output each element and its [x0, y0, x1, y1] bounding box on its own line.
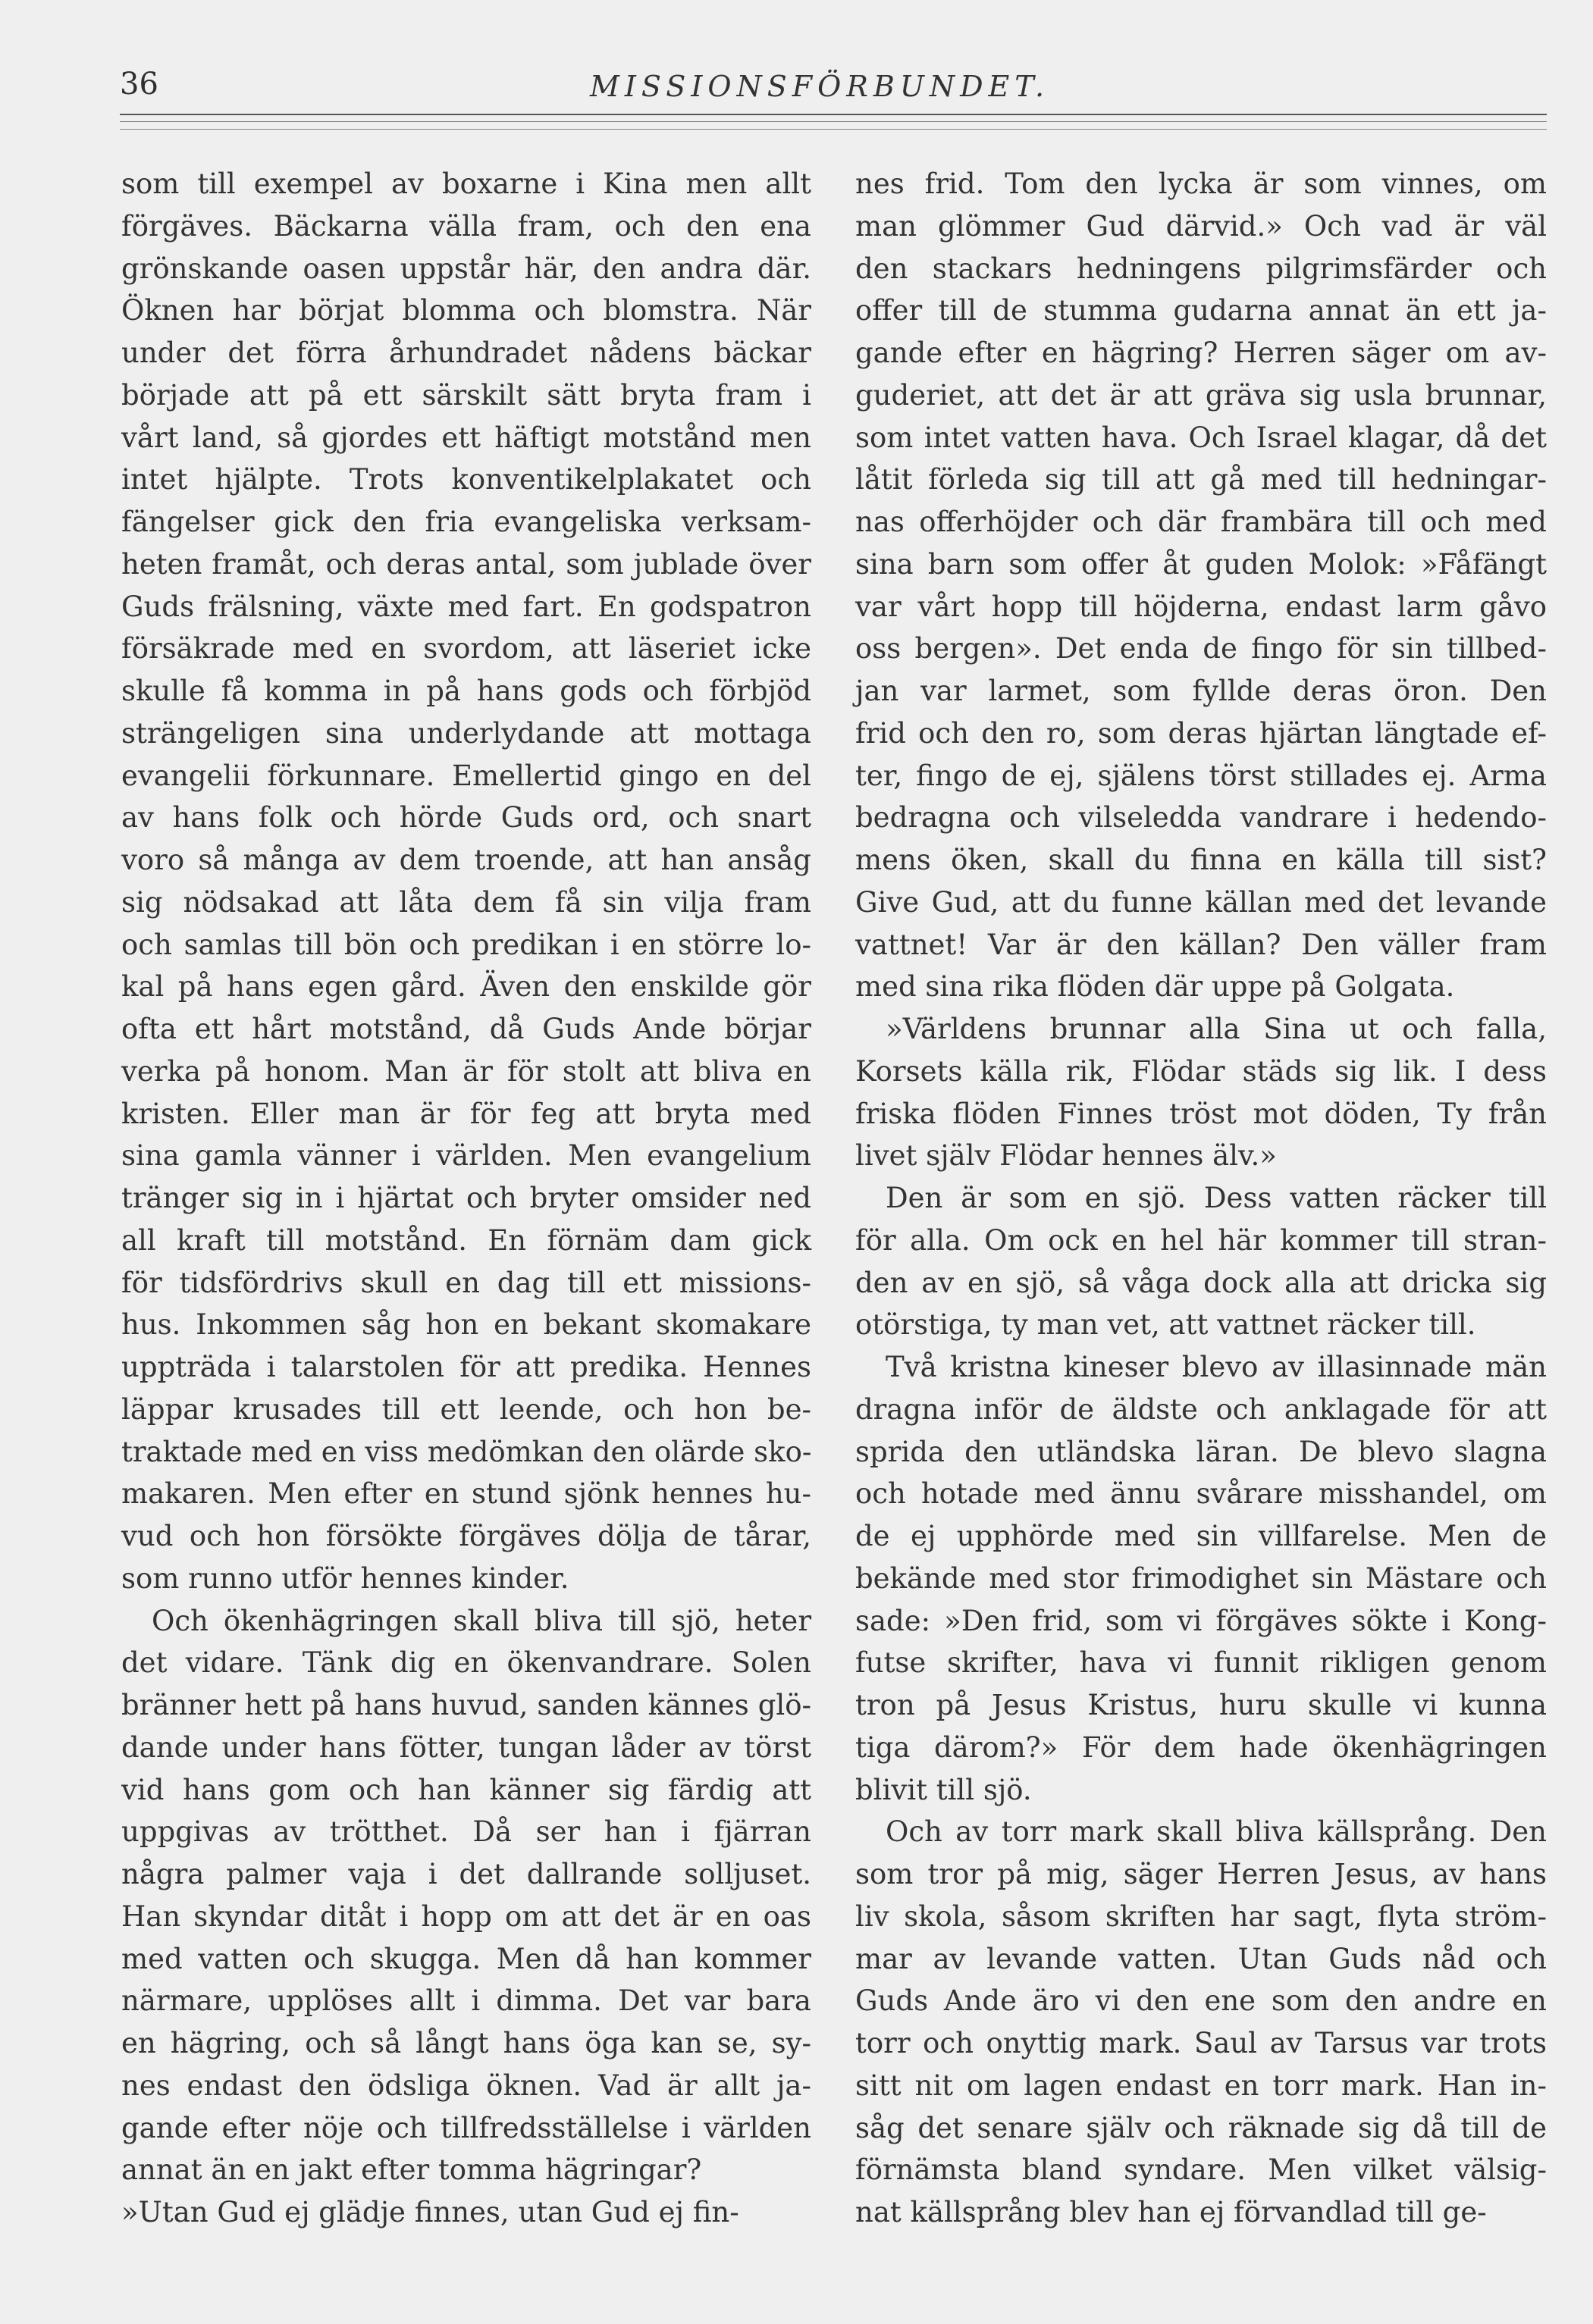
- text-line: bedragna och vilseledda vandrare i hedendo-: [855, 801, 1547, 835]
- header-rule: [120, 121, 1547, 122]
- text-line: och samlas till bön och predikan i en större lo-: [121, 928, 811, 961]
- text-line: för alla. Om ock en hel här kommer till stran-: [855, 1223, 1547, 1257]
- text-line: sitt nit om lagen endast en torr mark. Han in-: [855, 2069, 1547, 2102]
- text-line: Den är som en sjö. Dess vatten räcker till: [886, 1182, 1547, 1214]
- text-line: nas offerhöjder och där frambära till och med: [855, 506, 1547, 538]
- text-line: Guds frälsning, växte med fart. En godspatron: [121, 590, 811, 623]
- text-line: Öknen har börjat blomma och blomstra. När: [121, 294, 811, 327]
- page-number: 36: [120, 67, 158, 102]
- text-line: livet själv Flödar hennes älv.»: [855, 1139, 1277, 1173]
- text-line: som tror på mig, säger Herren Jesus, av hans: [855, 1858, 1547, 1890]
- right-column: [855, 163, 1547, 2234]
- text-line: torr och onyttig mark. Saul av Tarsus var trots: [855, 2027, 1547, 2059]
- text-line: tiga därom?» För dem hade ökenhägringen: [855, 1730, 1547, 1764]
- text-line: läppar krusades till ett leende, och hon be-: [121, 1392, 811, 1426]
- text-line: med sina rika flöden där uppe på Golgata.: [855, 970, 1455, 1004]
- text-line: och hotade med ännu svårare misshandel, om: [855, 1477, 1547, 1511]
- text-line: all kraft till motstånd. En förnäm dam gick: [121, 1223, 811, 1257]
- text-line: började att på ett särskilt sätt bryta fram i: [121, 378, 811, 412]
- text-line: Guds Ande äro vi den ene som den andre en: [855, 1984, 1547, 2018]
- text-line: dragna inför de äldste och anklagade för att: [855, 1392, 1547, 1426]
- text-line: kristen. Eller man är för feg att bryta med: [121, 1097, 811, 1130]
- text-line: nes endast den ödsliga öknen. Vad är allt ja-: [121, 2069, 811, 2102]
- text-line: skulle få komma in på hans gods och förbjöd: [121, 675, 811, 707]
- text-line: med vatten och skugga. Men då han kommer: [121, 1942, 811, 1975]
- text-line: traktade med en viss medömkan den olärde sko-: [121, 1435, 812, 1468]
- text-line: gande efter en hägring? Herren säger om av-: [855, 337, 1547, 369]
- text-line: av hans folk och hörde Guds ord, och snart: [121, 801, 811, 835]
- text-line: som runno utför hennes kinder.: [121, 1561, 569, 1595]
- text-line: vud och hon försökte förgäves dölja de tårar,: [121, 1520, 811, 1552]
- text-line: mens öken, skall du finna en källa till sist?: [855, 844, 1547, 876]
- text-line: för tidsfördrivs skull en dag till ett missions-: [121, 1266, 811, 1299]
- text-line: futse skrifter, hava vi funnit rikligen genom: [855, 1646, 1547, 1680]
- text-line: vid hans gom och han känner sig färdig att: [121, 1773, 811, 1806]
- text-line: förgäves. Bäckarna välla fram, och den ena: [121, 209, 811, 243]
- text-line: frid och den ro, som deras hjärtan längtade ef-: [855, 716, 1547, 750]
- text-line: Give Gud, att du funne källan med det levande: [855, 885, 1547, 919]
- text-line: den stackars hedningens pilgrimsfärder och: [855, 252, 1547, 285]
- text-line: jan var larmet, som fyllde deras öron. Den: [855, 675, 1547, 707]
- text-line: sina barn som offer åt guden Molok: »Fåfängt: [855, 547, 1547, 581]
- text-line: förnämsta bland syndare. Men vilket välsig-: [855, 2153, 1547, 2187]
- left-column: [121, 163, 811, 2234]
- text-line: offer till de stumma gudarna annat än ett ja-: [855, 294, 1547, 327]
- text-line: »Världens brunnar alla Sina ut och falla,: [886, 1013, 1547, 1045]
- text-line: Han skyndar ditåt i hopp om att det är en oas: [121, 1900, 811, 1933]
- text-line: bränner hett på hans huvud, sanden kännes glö-: [121, 1689, 811, 1721]
- text-line: den av en sjö, så våga dock alla att dricka sig: [855, 1266, 1547, 1299]
- text-line: evangelii förkunnare. Emellertid gingo en del: [121, 759, 811, 792]
- text-line: nes frid. Tom den lycka är som vinnes, om: [855, 168, 1547, 200]
- text-line: »Utan Gud ej glädje finnes, utan Gud ej fin-: [121, 2196, 739, 2228]
- text-line: Korsets källa rik, Flödar städs sig lik. I dess: [855, 1054, 1547, 1088]
- text-line: tränger sig in i hjärtat och bryter omsider ned: [121, 1182, 811, 1214]
- text-line: heten framåt, och deras antal, som jublade över: [121, 547, 811, 581]
- text-line: ofta ett hårt motstånd, då Guds Ande börjar: [121, 1013, 811, 1045]
- header-rule: [120, 129, 1547, 130]
- text-line: strängeligen sina underlydande att mottaga: [121, 716, 811, 750]
- text-line: friska flöden Finnes tröst mot döden, Ty från: [855, 1097, 1547, 1130]
- text-line: Och ökenhägringen skall bliva till sjö, heter: [152, 1604, 811, 1637]
- text-line: grönskande oasen uppstår här, den andra där.: [121, 252, 811, 285]
- text-line: vårt land, så gjordes ett häftigt motstånd men: [121, 421, 811, 454]
- text-line: otörstiga, ty man vet, att vattnet räcker till.: [855, 1308, 1476, 1342]
- text-line: nat källsprång blev han ej förvandlad till ge-: [855, 2196, 1487, 2228]
- page-header: [120, 67, 1592, 112]
- text-line: Två kristna kineser blevo av illasinnade män: [886, 1351, 1547, 1383]
- text-line: gande efter nöje och tillfredsställelse i världen: [121, 2111, 811, 2144]
- header-rule: [120, 114, 1547, 115]
- text-line: närmare, upplöses allt i dimma. Det var bara: [121, 1984, 811, 2018]
- text-line: kal på hans egen gård. Även den enskilde gör: [121, 970, 811, 1004]
- text-line: som intet vatten hava. Och Israel klagar, då det: [855, 421, 1547, 454]
- text-line: liv skola, såsom skriften har sagt, flyta ström-: [855, 1900, 1547, 1933]
- text-line: annat än en jakt efter tomma hägringar?: [121, 2153, 702, 2187]
- text-line: hus. Inkommen såg hon en bekant skomakare: [121, 1308, 811, 1342]
- text-line: makaren. Men efter en stund sjönk hennes hu-: [121, 1477, 811, 1511]
- text-line: låtit förleda sig till att gå med till hedningar-: [855, 463, 1547, 496]
- text-line: de ej upphörde med sin villfarelse. Men de: [855, 1520, 1547, 1552]
- text-line: tron på Jesus Kristus, huru skulle vi kunna: [855, 1689, 1547, 1721]
- text-line: verka på honom. Man är för stolt att bliva en: [121, 1054, 811, 1088]
- text-line: guderiet, att det är att gräva sig usla brunnar,: [855, 378, 1547, 412]
- text-line: under det förra århundradet nådens bäckar: [121, 337, 811, 369]
- text-line: Och av torr mark skall bliva källsprång. Den: [886, 1815, 1547, 1849]
- text-line: sina gamla vänner i världen. Men evangelium: [121, 1139, 811, 1173]
- text-line: såg det senare själv och räknade sig då till de: [855, 2111, 1547, 2144]
- text-line: fängelser gick den fria evangeliska verksam-: [121, 506, 811, 538]
- text-line: var vårt hopp till höjderna, endast larm gåvo: [855, 590, 1547, 623]
- text-line: voro så många av dem troende, att han ansåg: [121, 844, 811, 876]
- text-line: vattnet! Var är den källan? Den väller fram: [855, 928, 1547, 961]
- text-line: dande under hans fötter, tungan låder av törst: [121, 1730, 811, 1764]
- text-line: uppgivas av trötthet. Då ser han i fjärran: [121, 1815, 811, 1849]
- text-line: några palmer vaja i det dallrande solljuset.: [121, 1858, 811, 1890]
- journal-title: MISSIONSFÖRBUNDET.: [590, 70, 1050, 103]
- text-line: intet hjälpte. Trots konventikelplakatet och: [121, 463, 811, 496]
- text-line: som till exempel av boxarne i Kina men allt: [121, 168, 811, 200]
- text-line: sprida den utländska läran. De blevo slagna: [855, 1435, 1547, 1468]
- text-line: man glömmer Gud därvid.» Och vad är väl: [855, 209, 1547, 243]
- text-line: oss bergen». Det enda de fingo för sin tillbed-: [855, 632, 1547, 666]
- text-line: ter, fingo de ej, själens törst stillades ej. Arma: [855, 759, 1547, 792]
- text-line: bekände med stor frimodighet sin Mästare och: [855, 1561, 1547, 1595]
- text-line: uppträda i talarstolen för att predika. Hennes: [121, 1351, 811, 1383]
- text-line: sade: »Den frid, som vi förgäves sökte i Kong-: [855, 1604, 1547, 1637]
- text-line: försäkrade med en svordom, att läseriet icke: [121, 632, 811, 666]
- text-line: sig nödsakad att låta dem få sin vilja fram: [121, 885, 811, 919]
- text-line: en hägring, och så långt hans öga kan se, sy-: [121, 2027, 811, 2059]
- text-line: mar av levande vatten. Utan Guds nåd och: [855, 1942, 1547, 1975]
- text-line: det vidare. Tänk dig en ökenvandrare. Solen: [121, 1646, 811, 1680]
- text-line: blivit till sjö.: [855, 1773, 1032, 1806]
